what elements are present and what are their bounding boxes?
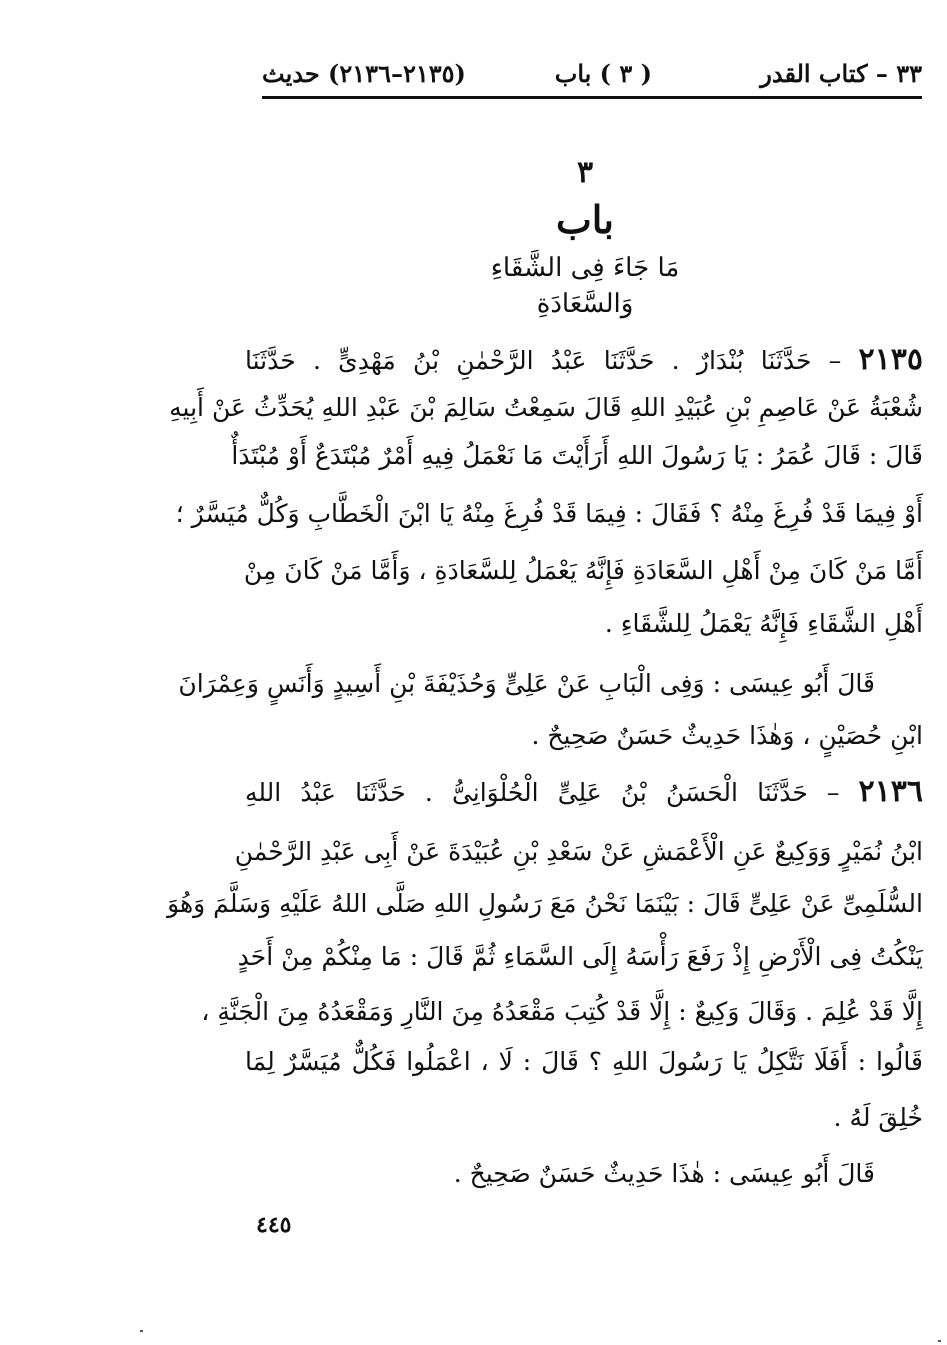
hadith-2135-line	[245, 336, 923, 384]
hadith-2135-line: قَالَ : قَالَ عُمَرُ : يَا رَسُولَ اللهِ أَرَأَيْتَ مَا نَعْمَلُ فِيهِ أَمْرٌ مُبْتَدَعٌ أَوْ مُبْتَدَأٌ	[231, 441, 923, 470]
scan-speck	[140, 1330, 143, 1332]
hadith-2135-line: أَوْ فِيمَا قَدْ فُرِغَ مِنْهُ ؟ فَقَالَ : فِيمَا قَدْ فُرِغَ مِنْهُ يَا ابْنَ الْخَطَّابِ وَكُلٌّ مُيَسَّرٌ ؛	[175, 499, 923, 528]
hadith-2136-line: قَالُوا : أَفَلَا نَتَّكِلُ يَا رَسُولَ اللهِ ؟ قَالَ : لَا ، اعْمَلُوا فَكُلٌّ مُيَسَّرٌ لِمَا	[245, 1047, 923, 1076]
hadith-2135-line: أَهْلِ الشَّقَاءِ فَإِنَّهُ يَعْمَلُ لِلشَّقَاءِ .	[604, 609, 923, 638]
header-hadith-range: (٢١٣٥–٢١٣٦) حديث	[262, 59, 466, 88]
page-number: ٤٤٥	[256, 1212, 292, 1238]
hadith-2136-line: السُّلَمِىِّ عَنْ عَلِىٍّ قَالَ : بَيْنَمَا نَحْنُ مَعَ رَسُولِ اللهِ صَلَّى اللهُ عَلَيْهِ وَسَلَّمَ وَهُوَ	[167, 889, 923, 918]
hadith-2136-line: يَنْكُتُ فِى الْأَرْضِ إِذْ رَفَعَ رَأْسَهُ إِلَى السَّمَاءِ ثُمَّ قَالَ : مَا مِنْكُمْ مِنْ أَحَدٍ	[237, 942, 923, 971]
scan-speck	[938, 1340, 941, 1342]
hadith-2136-line: ابْنُ نُمَيْرٍ وَوَكِيعٌ عَنِ الْأَعْمَشِ عَنْ سَعْدِ بْنِ عُبَيْدَةَ عَنْ أَبِى عَبْدِ الرَّحْمٰنِ	[234, 837, 923, 866]
running-header	[262, 56, 922, 96]
hadith-2135-line: أَمَّا مَنْ كَانَ مِنْ أَهْلِ السَّعَادَةِ فَإِنَّهُ يَعْمَلُ لِلسَّعَادَةِ ، وَأَمَّا مَنْ كَانَ مِنْ	[243, 556, 923, 585]
chapter-heading: باب	[556, 197, 614, 242]
hadith-2135-text: – حَدَّثَنَا بُنْدَارٌ . حَدَّثَنَا عَبْدُ الرَّحْمٰنِ بْنُ مَهْدِىٍّ . حَدَّثَنَا	[245, 346, 842, 375]
hadith-2136-number: ٢١٣٦	[858, 774, 923, 809]
hadith-2136-comment: قَالَ أَبُو عِيسَى : هٰذَا حَدِيثٌ حَسَنٌ صَحِيحٌ .	[453, 1159, 875, 1188]
hadith-2135-number: ٢١٣٥	[858, 342, 923, 377]
hadith-2135-comment: ابْنِ حُصَيْنٍ ، وَهٰذَا حَدِيثٌ حَسَنٌ صَحِيحٌ .	[531, 721, 923, 750]
header-book-title: ٣٣ – كتاب القدر	[760, 59, 922, 88]
chapter-title: مَا جَاءَ فِى الشَّقَاءِ وَالسَّعَادَةِ	[490, 253, 680, 319]
hadith-2136-line: إِلَّا قَدْ عُلِمَ . وَقَالَ وَكِيعٌ : إِلَّا قَدْ كُتِبَ مَقْعَدُهُ مِنَ النَّارِ وَمَقْعَدُهُ مِنَ الْجَنَّةِ ،	[201, 997, 923, 1026]
header-chapter: ( ٣ ) باب	[554, 59, 652, 88]
hadith-2135-comment: قَالَ أَبُو عِيسَى : وَفِى الْبَابِ عَنْ عَلِىٍّ وَحُذَيْفَةَ بْنِ أَسِيدٍ وَأَنَسٍ وَعِمْرَانَ	[178, 669, 875, 698]
chapter-number: ٣	[576, 155, 594, 190]
hadith-2136-line	[245, 768, 923, 816]
hadith-2135-line: شُعْبَةُ عَنْ عَاصِمِ بْنِ عُبَيْدِ اللهِ قَالَ سَمِعْتُ سَالِمَ بْنَ عَبْدِ اللهِ يُحَدِّثُ عَنْ أَبِيهِ	[169, 393, 923, 422]
hadith-2136-text: – حَدَّثَنَا الْحَسَنُ بْنُ عَلِىٍّ الْحُلْوَانِىُّ . حَدَّثَنَا عَبْدُ اللهِ	[245, 778, 840, 807]
header-rule	[262, 96, 922, 99]
hadith-2136-line: خُلِقَ لَهُ .	[833, 1103, 923, 1132]
